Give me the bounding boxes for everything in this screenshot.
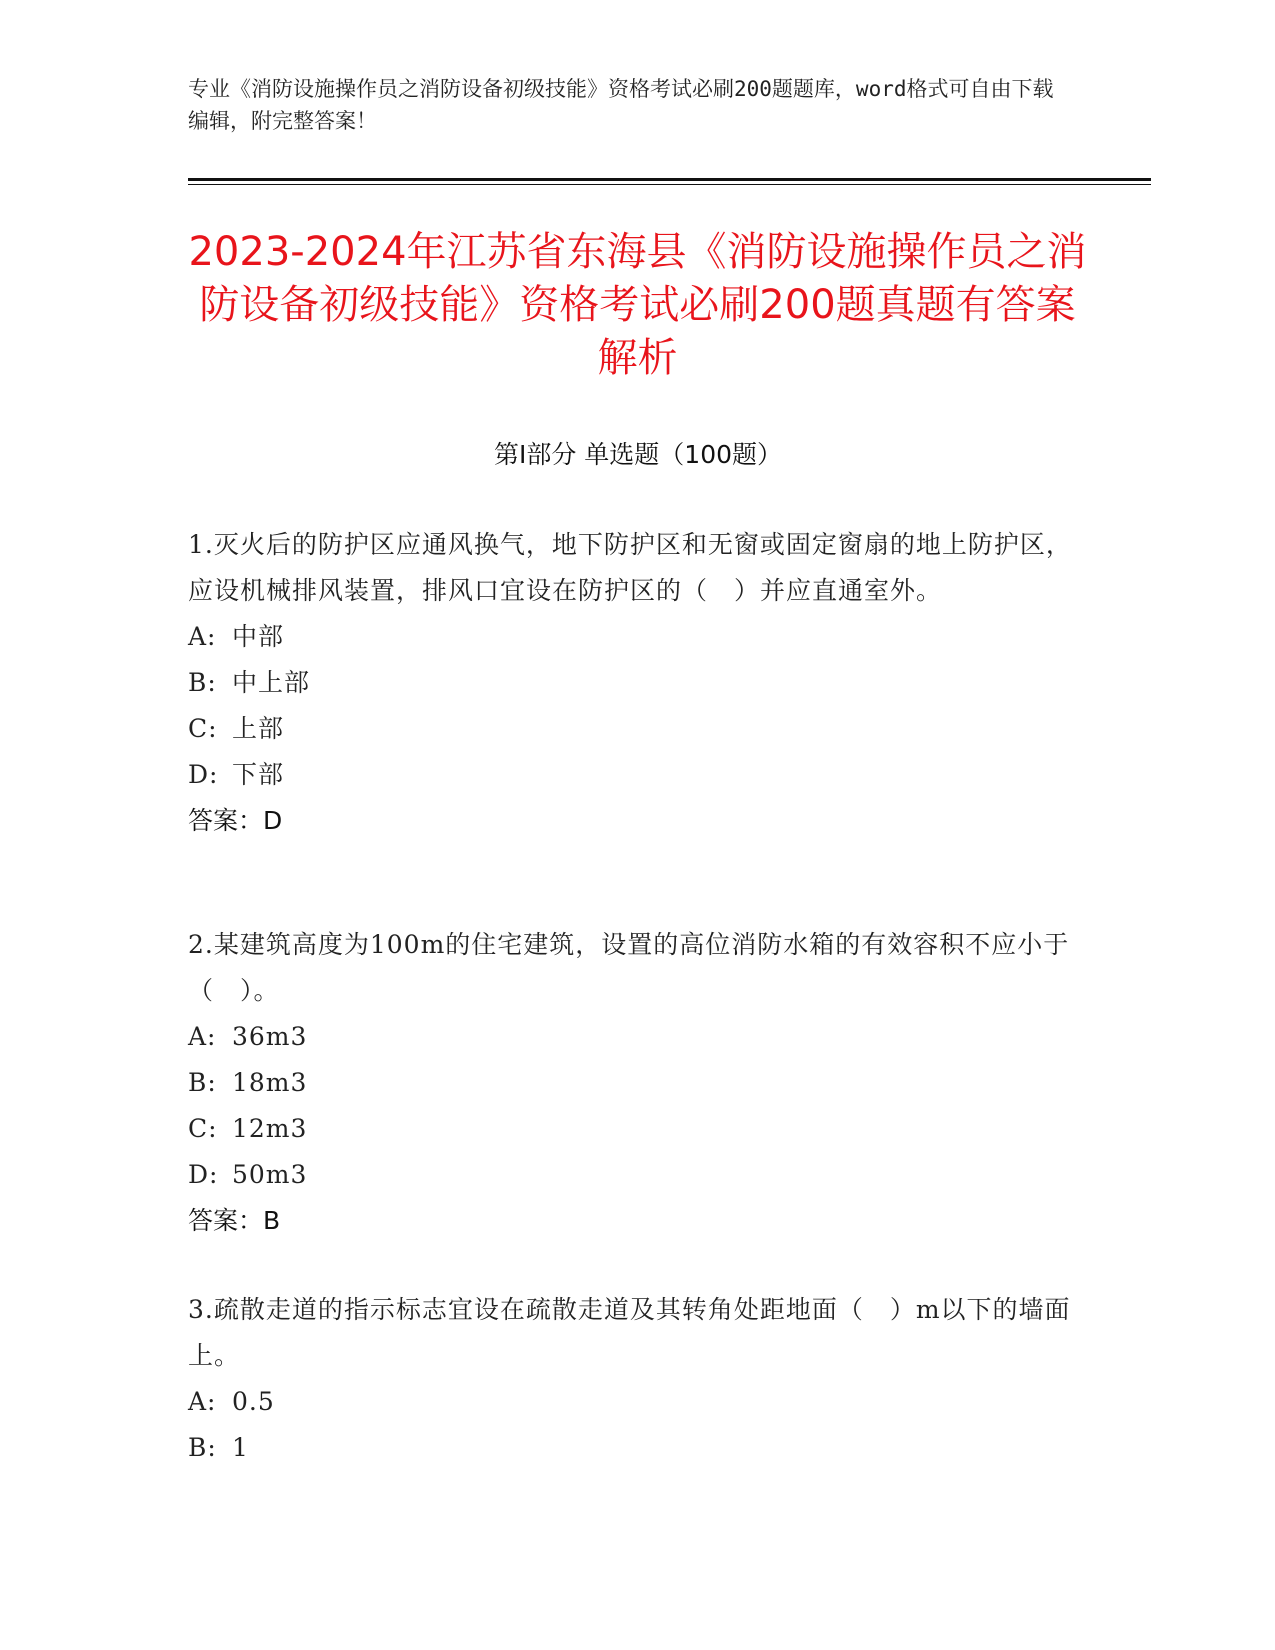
option-text: 12m3 [232, 1114, 308, 1143]
question-3 [188, 1287, 1078, 1471]
option-b [188, 1425, 1078, 1471]
question-1 [188, 522, 1078, 922]
option-d [188, 752, 1078, 798]
option-a [188, 1014, 1078, 1060]
option-key: A: [188, 622, 217, 651]
option-key: A: [188, 1022, 217, 1051]
option-key: A: [188, 1387, 217, 1416]
answer-line: 答案：B [188, 1206, 281, 1235]
question-2 [188, 922, 1078, 1287]
option-text: 0.5 [232, 1387, 275, 1416]
document-title: 2023-2024年江苏省东海县《消防设施操作员之消防设备初级技能》资格考试必刷200题真题有答案解析 [188, 229, 1087, 381]
question-list [188, 522, 1078, 1471]
option-b [188, 1060, 1078, 1106]
option-text: 中上部 [232, 668, 311, 697]
header-note: 专业《消防设施操作员之消防设备初级技能》资格考试必刷200题题库，word格式可自由下载编辑，附完整答案！ [188, 77, 1054, 133]
option-key: D: [188, 760, 219, 789]
option-key: C: [188, 1114, 218, 1143]
option-c [188, 706, 1078, 752]
question-stem: 1.灭火后的防护区应通风换气，地下防护区和无窗或固定窗扇的地上防护区，应设机械排风装置，排风口宜设在防护区的（ ）并应直通室外。 [188, 530, 1072, 605]
option-d [188, 1152, 1078, 1198]
section-title: 第Ⅰ部分 单选题（100题） [493, 440, 783, 469]
option-b [188, 660, 1078, 706]
answer-line: 答案：D [188, 806, 283, 835]
header-divider-thick [188, 178, 1151, 181]
option-key: B: [188, 1068, 217, 1097]
option-a [188, 1379, 1078, 1425]
option-c [188, 1106, 1078, 1152]
option-key: C: [188, 714, 218, 743]
question-stem: 3.疏散走道的指示标志宜设在疏散走道及其转角处距地面（ ）m以下的墙面上。 [188, 1295, 1071, 1370]
option-text: 中部 [232, 622, 285, 651]
option-key: B: [188, 1433, 217, 1462]
header-divider-thin [188, 184, 1151, 185]
option-key: B: [188, 668, 217, 697]
option-text: 上部 [232, 714, 285, 743]
option-text: 50m3 [232, 1160, 308, 1189]
option-text: 36m3 [232, 1022, 308, 1051]
question-stem: 2.某建筑高度为100m的住宅建筑，设置的高位消防水箱的有效容积不应小于（ ）。 [188, 930, 1070, 1005]
option-key: D: [188, 1160, 219, 1189]
option-a [188, 614, 1078, 660]
option-text: 18m3 [232, 1068, 308, 1097]
option-text: 1 [232, 1433, 249, 1462]
option-text: 下部 [232, 760, 285, 789]
